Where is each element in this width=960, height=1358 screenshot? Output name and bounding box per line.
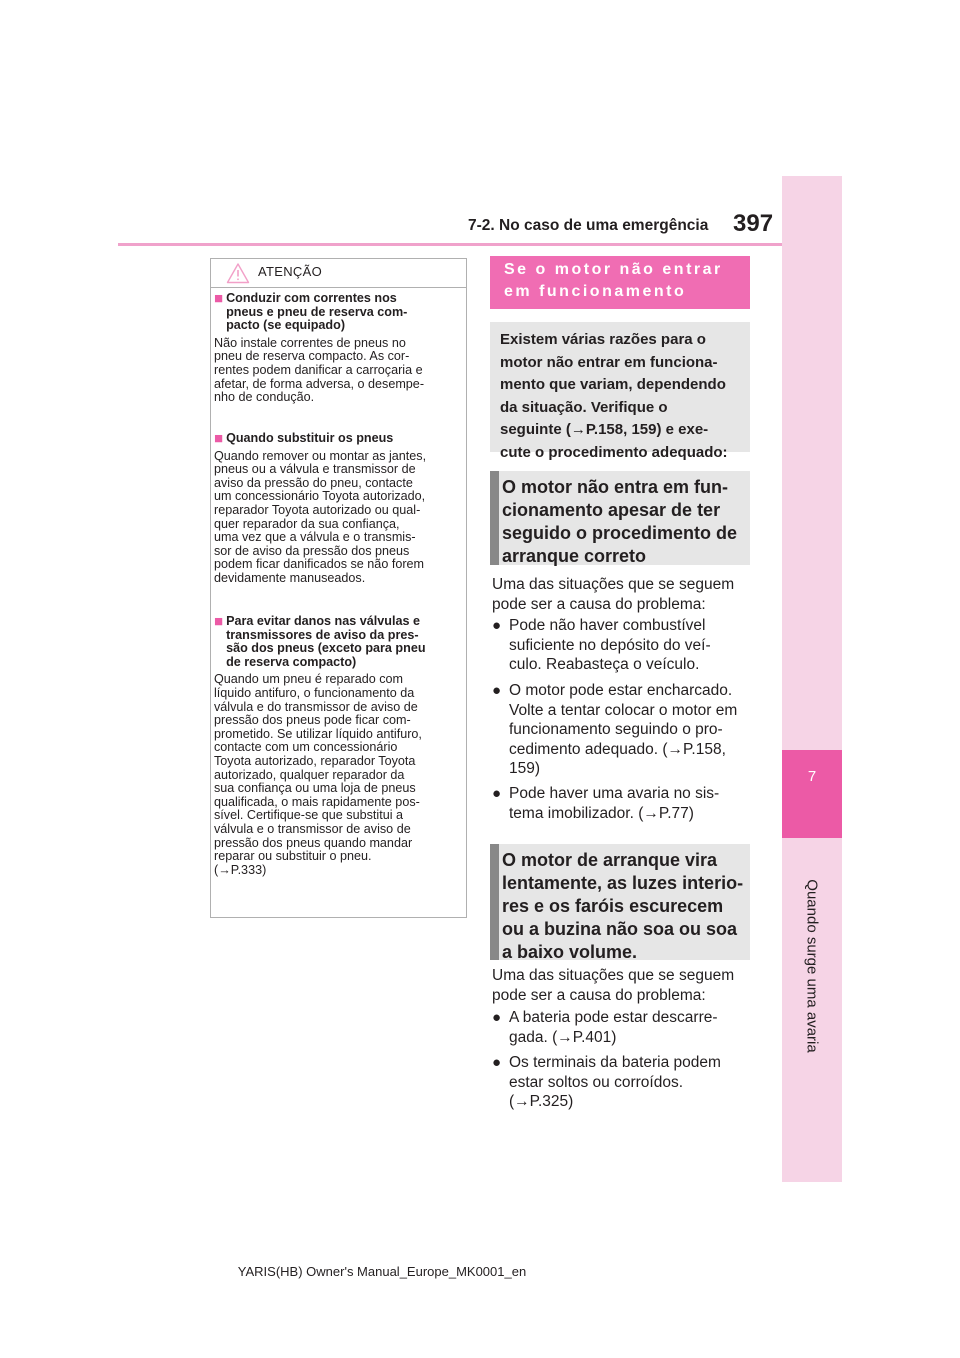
topic1-lead: Uma das situações que se seguem pode ser a causa do problema: <box>492 576 735 613</box>
warning-body: Não instale correntes de pneus no pneu de reserva compacto. As cor- rentes podem danificar a carroçaria e afetar, de forma adversa, o desempe- nho de condução. <box>214 335 425 405</box>
bullet-icon: ● <box>492 682 502 699</box>
chapter-number: 7 <box>807 768 817 785</box>
warning-section-chains <box>214 292 462 405</box>
footer <box>0 1264 960 1279</box>
chapter-tab-active[interactable] <box>782 750 842 838</box>
warning-heading: ■ Para evitar danos nas válvulas e transmissores de aviso da pres- são dos pneus (exceto para pneu de reserva compacto) <box>214 613 426 669</box>
bullet-icon: ● <box>492 617 502 634</box>
pink-square-icon: ■ <box>214 613 224 630</box>
warning-body: Quando um pneu é reparado com líquido antifuro, o funcionamento da válvula e do transmissor de aviso de pressão dos pneus pode ficar com- prometido. Se utilizar líquido antifuro, contacte com um concessionário Toyota autorizado, reparador Toyota autorizado, qualquer reparador da sua confiança ou uma loja de pneus qualificada, o mais rapidamente pos- sível. Certifique-se que substitui a válvula e o transmissor de aviso de pressão dos pneus quando mandar reparar ou substituir o pneu. (→P.333) <box>214 672 422 877</box>
pink-square-icon: ■ <box>214 290 224 307</box>
warning-section-valves <box>214 615 462 877</box>
pink-square-icon: ■ <box>214 430 224 447</box>
footer-text: YARIS(HB) Owner's Manual_Europe_MK0001_en <box>237 1264 527 1279</box>
bullet-icon: ● <box>492 1009 502 1026</box>
intro-box: Existem várias razões para o motor não entrar em funciona- mento que variam, dependendo da situação. Verifique o seguinte (→P.158, 159) e exe- cute o procedimento adequado: <box>490 322 750 452</box>
section-title: 7-2. No caso de uma emergência <box>468 217 709 234</box>
header-divider <box>118 243 782 246</box>
warning-title: ATENÇÃO <box>258 264 322 279</box>
warning-heading: ■ Quando substituir os pneus <box>214 430 394 447</box>
bullet-icon: ● <box>492 785 502 802</box>
page-number: 397 <box>733 210 774 237</box>
warning-heading: ■ Conduzir com correntes nos pneus e pneu de reserva com- pacto (se equipado) <box>214 290 408 333</box>
chapter-label: Quando surge uma avaria <box>803 879 821 1053</box>
section-banner: Se o motor não entrar em funcionamento <box>490 256 750 309</box>
warning-body: Quando remover ou montar as jantes, pneus ou a válvula e transmissor de aviso da pressão do pneu, contacte um concessionário Toyota autorizado, reparador Toyota autorizado ou qual- quer reparador da sua confiança, uma vez que a válvula e o transmis- sor de aviso da pressão dos pneus podem ficar danificados se não forem devidamente manuseados. <box>214 448 427 585</box>
topic-heading-no-start: O motor não entra em fun- cionamento apesar de ter seguido o procedimento de arranque correto <box>490 471 750 565</box>
topic-heading-slow-starter: O motor de arranque vira lentamente, as luzes interio- res e os faróis escurecem ou a buzina não soa ou soa a baixo volume. <box>490 844 750 960</box>
topic2-lead: Uma das situações que se seguem pode ser a causa do problema: <box>492 967 735 1004</box>
warning-section-replacing-tires <box>214 432 462 586</box>
bullet-icon: ● <box>492 1054 502 1071</box>
warning-triangle-icon <box>226 262 250 284</box>
